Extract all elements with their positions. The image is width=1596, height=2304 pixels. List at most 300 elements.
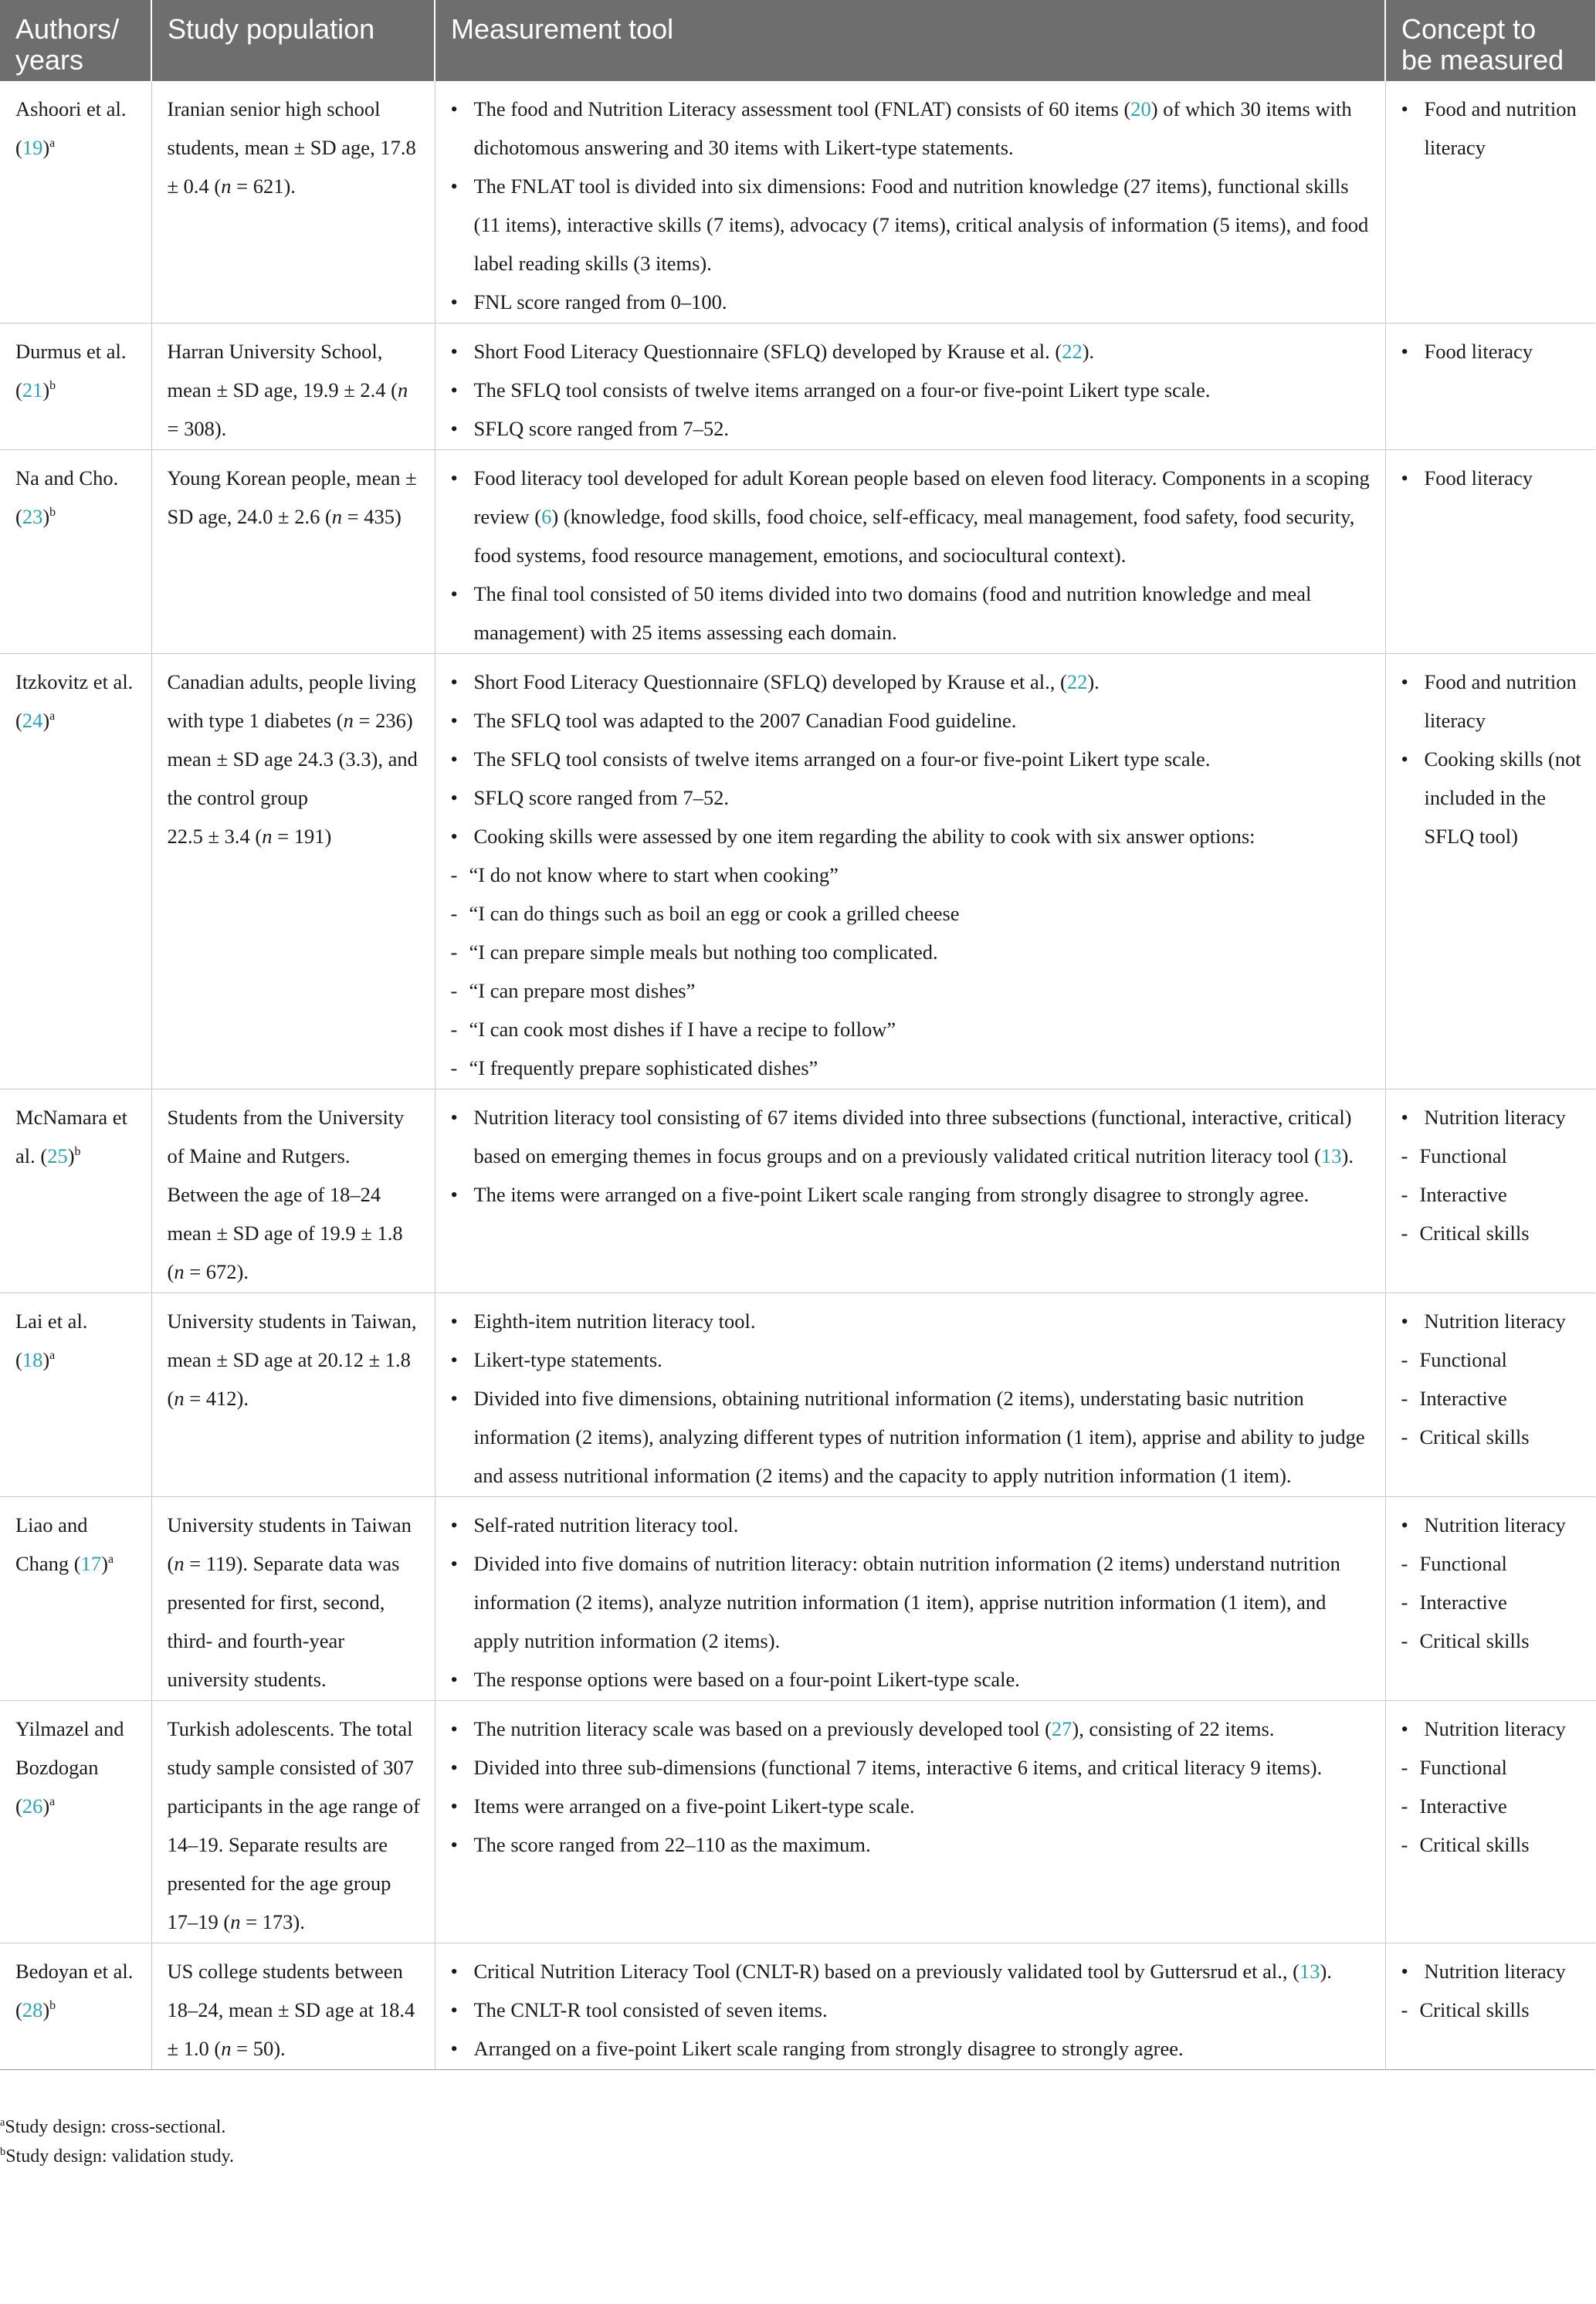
- footnote-marker-text: b: [49, 506, 56, 520]
- bullet-item: [451, 1379, 1373, 1495]
- reference-link: 22: [1066, 670, 1088, 693]
- text-run: The score ranged from 22–110 as the maximum.: [473, 1833, 871, 1856]
- bullet-item: [451, 574, 1373, 652]
- author-suffix: ): [42, 1998, 50, 2021]
- author-cell: [0, 1497, 151, 1701]
- bullet-icon: •: [450, 670, 458, 693]
- text-run: “I can do things such as boil an egg or cook a grilled cheese: [469, 902, 960, 925]
- bullet-icon: •: [450, 582, 458, 605]
- dash-icon: -: [450, 940, 458, 964]
- bullet-item: [451, 2029, 1373, 2068]
- header-authors-line2: years: [15, 44, 84, 76]
- concept-text: Food and nutrition literacy: [1424, 670, 1577, 732]
- item-text: [469, 933, 1373, 971]
- concept-text: Nutrition literacy: [1424, 1106, 1566, 1129]
- italic-symbol: [221, 2037, 231, 2060]
- text-run: Divided into five domains of nutrition literacy: obtain nutrition information (2 items) understand nutrition information (2 items), analyze nutrition information (1 item), apprise nutrition information (1 item), and apply nutrition information (2 items).: [473, 1552, 1340, 1652]
- concept-cell: [1385, 1293, 1595, 1497]
- table-row: [0, 1089, 1595, 1293]
- text-run: Iranian senior high school students, mean ± SD age, 17.8 ± 0.4 (: [167, 97, 416, 198]
- concept-cell: [1385, 1497, 1595, 1701]
- header-concept-line1: Concept to: [1401, 13, 1537, 45]
- item-text: [474, 1709, 1373, 1748]
- author-name: Na and Cho.: [15, 466, 119, 490]
- table-row: [0, 1701, 1595, 1943]
- concept-text: Interactive: [1419, 1794, 1507, 1818]
- author-name: Itzkovitz et al. (: [15, 670, 134, 732]
- dash-icon: -: [1401, 1183, 1408, 1206]
- footnote-marker-text: b: [49, 379, 56, 393]
- tool-cell: [435, 81, 1385, 324]
- text-run: “I can prepare most dishes”: [469, 979, 696, 1002]
- italic-symbol: [332, 505, 342, 528]
- bullet-icon: •: [450, 1106, 458, 1129]
- footnote-marker: [49, 379, 56, 392]
- text-run: The SFLQ tool consists of twelve items arranged on a four-or five-point Likert type scale.: [473, 747, 1211, 771]
- bullet-icon: •: [1401, 1513, 1408, 1537]
- text-run: ).: [1087, 670, 1100, 693]
- header-concept: [1385, 0, 1595, 81]
- bullet-icon: •: [450, 1387, 458, 1410]
- bullet-icon: •: [450, 825, 458, 848]
- item-text: [474, 1340, 1373, 1379]
- bullet-icon: •: [1401, 1106, 1408, 1129]
- item-text: [474, 1098, 1373, 1175]
- italic-text: n: [174, 1387, 185, 1410]
- concept-text: Critical skills: [1419, 1221, 1530, 1245]
- author-cell: [0, 654, 151, 1089]
- text-run: Nutrition literacy tool consisting of 67 items divided into three subsections (functional, interactive, critical) based on emerging themes in focus groups and on a previously validated critical nutrition literacy tool (: [473, 1106, 1352, 1167]
- italic-symbol: [174, 1387, 184, 1410]
- footnote-marker-text: a: [107, 1553, 114, 1567]
- tool-cell: [435, 654, 1385, 1089]
- text-run: The SFLQ tool consists of twelve items arranged on a four-or five-point Likert type scale.: [473, 378, 1211, 402]
- bullet-item: [451, 1175, 1373, 1214]
- bullet-item: [451, 1302, 1373, 1340]
- bullet-icon: •: [450, 97, 458, 120]
- item-text: [474, 1379, 1373, 1495]
- italic-symbol: [262, 825, 272, 848]
- italic-text: n: [262, 825, 273, 848]
- author-suffix: ): [42, 709, 50, 732]
- text-run: Self-rated nutrition literacy tool.: [473, 1513, 739, 1537]
- item-text: [474, 1302, 1373, 1340]
- dash-item: [451, 856, 1373, 894]
- bullet-icon: •: [450, 1717, 458, 1740]
- concept-text: Interactive: [1419, 1183, 1507, 1206]
- bullet-icon: •: [1401, 340, 1408, 363]
- bullet-item: [451, 90, 1373, 167]
- dash-item: [451, 971, 1373, 1010]
- bullet-item: [451, 778, 1373, 817]
- italic-text: n: [221, 2037, 232, 2060]
- item-text: [474, 1506, 1373, 1544]
- bullet-icon: •: [1401, 97, 1408, 120]
- table-row: [0, 81, 1595, 324]
- footnote: [0, 2142, 1081, 2171]
- population-cell: [151, 1943, 435, 2070]
- text-run: Items were arranged on a five-point Likert-type scale.: [473, 1794, 915, 1818]
- dash-icon: -: [1401, 1629, 1408, 1652]
- text-run: Short Food Literacy Questionnaire (SFLQ) developed by Krause et al., (: [473, 670, 1067, 693]
- reference-link: 22: [1062, 340, 1083, 363]
- population-cell: [151, 1293, 435, 1497]
- italic-text: n: [174, 1260, 185, 1283]
- bullet-item: [451, 1709, 1373, 1748]
- dash-icon: -: [1401, 1221, 1408, 1245]
- footnote-marker-text: a: [49, 1795, 56, 1809]
- author-cell: Yilmazel and Bozdogan $(26)^a$: [0, 1701, 151, 1943]
- text-run: The food and Nutrition Literacy assessment tool (FNLAT) consists of 60 items (: [473, 97, 1131, 120]
- author-cell: [0, 1089, 151, 1293]
- footnote-marker: [49, 1349, 55, 1362]
- concept-text: Food literacy: [1424, 466, 1533, 490]
- text-run: = 435): [342, 505, 402, 528]
- concept-text: Food and nutrition literacy: [1424, 97, 1577, 159]
- text-run: ), consisting of 22 items.: [1072, 1717, 1275, 1740]
- bullet-icon: •: [450, 1513, 458, 1537]
- item-text: [474, 1544, 1373, 1660]
- text-run: 22.5 ± 3.4 (: [167, 825, 263, 848]
- tool-cell: [435, 324, 1385, 450]
- item-text: [474, 1175, 1373, 1214]
- text-run: SFLQ score ranged from 7–52.: [473, 786, 729, 809]
- reference-link: 13: [1321, 1144, 1342, 1167]
- concept-cell: [1385, 324, 1595, 450]
- text-run: Divided into five dimensions, obtaining nutritional information (2 items), understating basic nutrition information (2 items), analyzing different types of nutrition information (1 item), apprise and ability to judge and assess nutritional information (2 items) and the capacity to apply nutrition information (1 item).: [473, 1387, 1365, 1487]
- header-population: Study population: [151, 0, 435, 81]
- text-run: The SFLQ tool was adapted to the 2007 Canadian Food guideline.: [473, 709, 1017, 732]
- reference-link[interactable]: 19: [22, 136, 43, 159]
- author-cell: [0, 1943, 151, 2070]
- italic-text: n: [343, 709, 354, 732]
- author-name: Durmus et al. (: [15, 340, 127, 402]
- dash-item: [1401, 1340, 1584, 1379]
- reference-link: 6: [541, 505, 552, 528]
- author-cell: [0, 324, 151, 450]
- bullet-item: [451, 1952, 1373, 1991]
- tool-cell: [435, 1293, 1385, 1497]
- bullet-item: [451, 1748, 1373, 1787]
- dash-item: [1401, 1621, 1584, 1660]
- bullet-item: [451, 1991, 1373, 2029]
- bullet-icon: •: [1401, 747, 1408, 771]
- concept-text: Nutrition literacy: [1424, 1513, 1566, 1537]
- text-run: = 236) mean ± SD age 24.3 (3.3), and the control group: [167, 709, 418, 809]
- item-text: [474, 1660, 1373, 1699]
- footnote-marker: [49, 506, 56, 519]
- item-text: [469, 971, 1373, 1010]
- table-row: [0, 1497, 1595, 1701]
- item-text: [474, 90, 1373, 167]
- tool-cell: [435, 1497, 1385, 1701]
- text-run: = 621).: [231, 174, 296, 198]
- bullet-icon: •: [450, 747, 458, 771]
- bullet-item: [451, 1660, 1373, 1699]
- dash-icon: -: [1401, 1144, 1408, 1167]
- text-run: Eighth-item nutrition literacy tool.: [473, 1310, 756, 1333]
- footnote-mark-text: a: [0, 2116, 5, 2129]
- population-cell: [151, 81, 435, 324]
- text-run: The CNLT-R tool consisted of seven items.: [473, 1998, 828, 2021]
- footnote-text: Study design: cross-sectional.: [5, 2117, 226, 2137]
- item-text: [474, 371, 1373, 409]
- author-cell: Ashoori et al. $(19)^a$: [0, 81, 151, 324]
- concept-text: Nutrition literacy: [1424, 1717, 1566, 1740]
- text-run: Arranged on a five-point Likert scale ranging from strongly disagree to strongly agree.: [473, 2037, 1184, 2060]
- bullet-item: [1401, 1952, 1584, 1991]
- footnote-marker: [49, 1999, 56, 2012]
- text-run: ).: [1320, 1960, 1332, 1983]
- header-row: [0, 0, 1595, 81]
- concept-text: Cooking skills (not included in the SFLQ tool): [1424, 747, 1581, 848]
- population-cell: [151, 324, 435, 450]
- dash-item: [451, 1049, 1373, 1087]
- bullet-icon: •: [1401, 466, 1408, 490]
- bullet-item: [451, 1098, 1373, 1175]
- bullet-icon: •: [1401, 670, 1408, 693]
- dash-item: [1401, 1379, 1584, 1418]
- table-body: [0, 81, 1595, 2070]
- bullet-icon: •: [450, 1794, 458, 1818]
- italic-symbol: [174, 1260, 184, 1283]
- dash-item: [451, 1010, 1373, 1049]
- text-run: Cooking skills were assessed by one item regarding the ability to cook with six answer options:: [473, 825, 1255, 848]
- bullet-icon: •: [450, 340, 458, 363]
- dash-icon: -: [1401, 1552, 1408, 1575]
- bullet-item: [451, 459, 1373, 574]
- bullet-item: [1401, 459, 1584, 497]
- item-text: [474, 1991, 1373, 2029]
- text-run: Likert-type statements.: [473, 1348, 662, 1371]
- text-run: Turkish adolescents. The total study sample consisted of 307 participants in the age range of 14–19. Separate results are presented for the age group 17–19 (: [167, 1717, 420, 1933]
- text-run: = 308).: [167, 417, 227, 440]
- italic-symbol: [230, 1910, 240, 1933]
- text-run: Divided into three sub-dimensions (functional 7 items, interactive 6 items, and critical literacy 9 items).: [473, 1756, 1323, 1779]
- table-row: [0, 654, 1595, 1089]
- bullet-icon: •: [1401, 1310, 1408, 1333]
- text-run: = 50).: [231, 2037, 286, 2060]
- bullet-item: [1401, 740, 1584, 856]
- italic-text: n: [174, 1552, 185, 1575]
- item-text: [474, 167, 1373, 283]
- bullet-icon: •: [450, 1183, 458, 1206]
- item-text: [474, 409, 1373, 448]
- dash-item: [1401, 1214, 1584, 1252]
- bullet-item: [451, 409, 1373, 448]
- dash-item: [1401, 1137, 1584, 1175]
- population-cell: [151, 1497, 435, 1701]
- bullet-item: [451, 701, 1373, 740]
- table-row: [0, 1943, 1595, 2070]
- bullet-item: [451, 1787, 1373, 1825]
- population-cell: [151, 1089, 435, 1293]
- author-name: Lai et al.: [15, 1310, 88, 1333]
- dash-item: [1401, 1787, 1584, 1825]
- footnote-marker-text: b: [49, 1999, 56, 2013]
- item-text: [469, 1010, 1373, 1049]
- header-tool: Measurement tool: [435, 0, 1385, 81]
- text-run: “I do not know where to start when cooking”: [469, 863, 839, 886]
- dash-icon: -: [1401, 1387, 1408, 1410]
- text-run: ) of which 30 items with dichotomous answering and 30 items with Likert-type statements.: [473, 97, 1352, 159]
- text-run: “I can prepare simple meals but nothing too complicated.: [469, 940, 938, 964]
- text-run: Students from the University of Maine and Rutgers. Between the age of 18–24 mean ± SD age of 19.9 ± 1.8 (: [167, 1106, 405, 1283]
- bullet-icon: •: [450, 1998, 458, 2021]
- text-run: The final tool consisted of 50 items divided into two domains (food and nutrition knowledge and meal management) with 25 items assessing each domain.: [473, 582, 1312, 644]
- bullet-icon: •: [450, 378, 458, 402]
- bullet-item: [451, 1825, 1373, 1864]
- author-name: Bedoyan et al. (: [15, 1960, 134, 2021]
- footnote-marker-text: a: [49, 710, 56, 723]
- reference-link[interactable]: 21: [22, 378, 43, 402]
- author-suffix: ): [67, 1144, 75, 1167]
- concept-text: Functional: [1419, 1144, 1507, 1167]
- reference-link[interactable]: 18: [22, 1348, 43, 1371]
- reference-link[interactable]: 26: [22, 1794, 43, 1818]
- dash-icon: -: [450, 902, 458, 925]
- italic-text: n: [397, 378, 408, 402]
- author-cell: Lai et al. $(18)^a$: [0, 1293, 151, 1497]
- dash-icon: -: [1401, 1998, 1408, 2021]
- bullet-icon: •: [450, 2037, 458, 2060]
- bullet-item: [1401, 332, 1584, 371]
- author-name: Yilmazel and Bozdogan: [15, 1717, 124, 1779]
- reference-link[interactable]: 25: [47, 1144, 68, 1167]
- dash-icon: -: [1401, 1425, 1408, 1448]
- concept-cell: [1385, 654, 1595, 1089]
- concept-text: Critical skills: [1419, 1833, 1530, 1856]
- reference-link[interactable]: 17: [80, 1552, 102, 1575]
- dash-item: [1401, 1583, 1584, 1621]
- italic-symbol: [344, 709, 354, 732]
- text-run: Short Food Literacy Questionnaire (SFLQ) developed by Krause et al. (: [473, 340, 1062, 363]
- reference-link[interactable]: 24: [22, 709, 43, 732]
- item-text: [474, 778, 1373, 817]
- item-text: [474, 662, 1373, 701]
- footnote-marker-text: a: [49, 137, 56, 151]
- footnote-marker: [49, 1795, 55, 1808]
- table-row: [0, 1293, 1595, 1497]
- italic-text: n: [221, 174, 232, 198]
- text-run: SFLQ score ranged from 7–52.: [473, 417, 729, 440]
- bullet-item: [1401, 1098, 1584, 1137]
- bullet-item: [1401, 1506, 1584, 1544]
- dash-item: [1401, 1418, 1584, 1456]
- text-run: The nutrition literacy scale was based on a previously developed tool (: [473, 1717, 1052, 1740]
- item-text: [474, 459, 1373, 574]
- bullet-item: [451, 332, 1373, 371]
- concept-text: Functional: [1419, 1348, 1507, 1371]
- bullet-item: [451, 371, 1373, 409]
- dash-icon: -: [1401, 1833, 1408, 1856]
- dash-icon: -: [1401, 1348, 1408, 1371]
- item-text: [474, 332, 1373, 371]
- dash-item: [1401, 1175, 1584, 1214]
- text-run: “I frequently prepare sophisticated dishes”: [469, 1056, 818, 1079]
- author-name: Liao and Chang (: [15, 1513, 88, 1575]
- text-run: “I can cook most dishes if I have a recipe to follow”: [469, 1018, 896, 1041]
- text-run: Food literacy tool developed for adult Korean people based on eleven food literacy. Components in a scoping review (: [473, 466, 1370, 528]
- dash-item: [451, 933, 1373, 971]
- bullet-icon: •: [450, 709, 458, 732]
- author-suffix: ): [101, 1552, 108, 1575]
- footnote-marker-text: a: [49, 1349, 56, 1363]
- dash-icon: -: [450, 979, 458, 1002]
- bullet-icon: •: [1401, 1717, 1408, 1740]
- header-authors: [0, 0, 151, 81]
- concept-cell: [1385, 1089, 1595, 1293]
- concept-text: Functional: [1419, 1552, 1507, 1575]
- header-authors-line1: Authors/: [15, 13, 120, 45]
- item-text: [474, 1748, 1373, 1787]
- footnote-marker: [49, 710, 55, 723]
- bullet-icon: •: [450, 1960, 458, 1983]
- dash-item: [1401, 1748, 1584, 1787]
- concept-text: Functional: [1419, 1756, 1507, 1779]
- text-run: Canadian adults, people living with type 1 diabetes (: [167, 670, 416, 732]
- dash-icon: -: [1401, 1756, 1408, 1779]
- tool-cell: [435, 1089, 1385, 1293]
- item-text: [469, 856, 1373, 894]
- text-run: Harran University School, mean ± SD age, 19.9 ± 2.4 (: [167, 340, 398, 402]
- text-run: Young Korean people, mean ± SD age, 24.0 ± 2.6 (: [167, 466, 417, 528]
- footnote-text: Study design: validation study.: [5, 2146, 234, 2167]
- item-text: [469, 894, 1373, 933]
- author-cell: Na and Cho. $(23)^b$: [0, 450, 151, 654]
- concept-text: Critical skills: [1419, 1629, 1530, 1652]
- text-run: = 191): [272, 825, 332, 848]
- bullet-icon: •: [450, 786, 458, 809]
- text-run: US college students between 18–24, mean ± SD age at 18.4 ± 1.0 (: [167, 1960, 415, 2060]
- concept-cell: [1385, 81, 1595, 324]
- dash-item: [1401, 1991, 1584, 2029]
- text-run: The items were arranged on a five-point Likert scale ranging from strongly disagree to strongly agree.: [473, 1183, 1310, 1206]
- reference-link[interactable]: 23: [22, 505, 43, 528]
- tool-cell: [435, 1701, 1385, 1943]
- text-run: = 672).: [184, 1260, 249, 1283]
- item-text: [474, 2029, 1373, 2068]
- footnote: [0, 2113, 1081, 2142]
- item-text: [474, 1787, 1373, 1825]
- text-run: University students in Taiwan (: [167, 1513, 412, 1575]
- bullet-icon: •: [450, 1756, 458, 1779]
- bullet-item: [1401, 662, 1584, 740]
- item-text: [474, 701, 1373, 740]
- text-run: The FNLAT tool is divided into six dimensions: Food and nutrition knowledge (27 items), functional skills (11 items), interactive skills (7 items), advocacy (7 items), critical analysis of information (5 items), and food label reading skills (3 items).: [473, 174, 1369, 275]
- dash-item: [451, 894, 1373, 933]
- footnote-marker: [108, 1553, 114, 1566]
- text-run: Critical Nutrition Literacy Tool (CNLT-R) based on a previously validated tool by Guttersrud et al., (: [473, 1960, 1300, 1983]
- table-row: [0, 324, 1595, 450]
- dash-icon: -: [450, 1018, 458, 1041]
- dash-icon: -: [450, 863, 458, 886]
- bullet-item: [451, 740, 1373, 778]
- reference-link[interactable]: 28: [22, 1998, 43, 2021]
- reference-link: 20: [1130, 97, 1151, 120]
- bullet-icon: •: [450, 417, 458, 440]
- bullet-item: [451, 1340, 1373, 1379]
- bullet-icon: •: [450, 290, 458, 313]
- bullet-icon: •: [1401, 1960, 1408, 1983]
- author-name: Ashoori et al.: [15, 97, 127, 120]
- bullet-item: [451, 283, 1373, 321]
- bullet-icon: •: [450, 1348, 458, 1371]
- bullet-icon: •: [450, 174, 458, 198]
- footnote-marker: [49, 137, 55, 150]
- text-run: = 173).: [240, 1910, 305, 1933]
- text-run: = 412).: [184, 1387, 249, 1410]
